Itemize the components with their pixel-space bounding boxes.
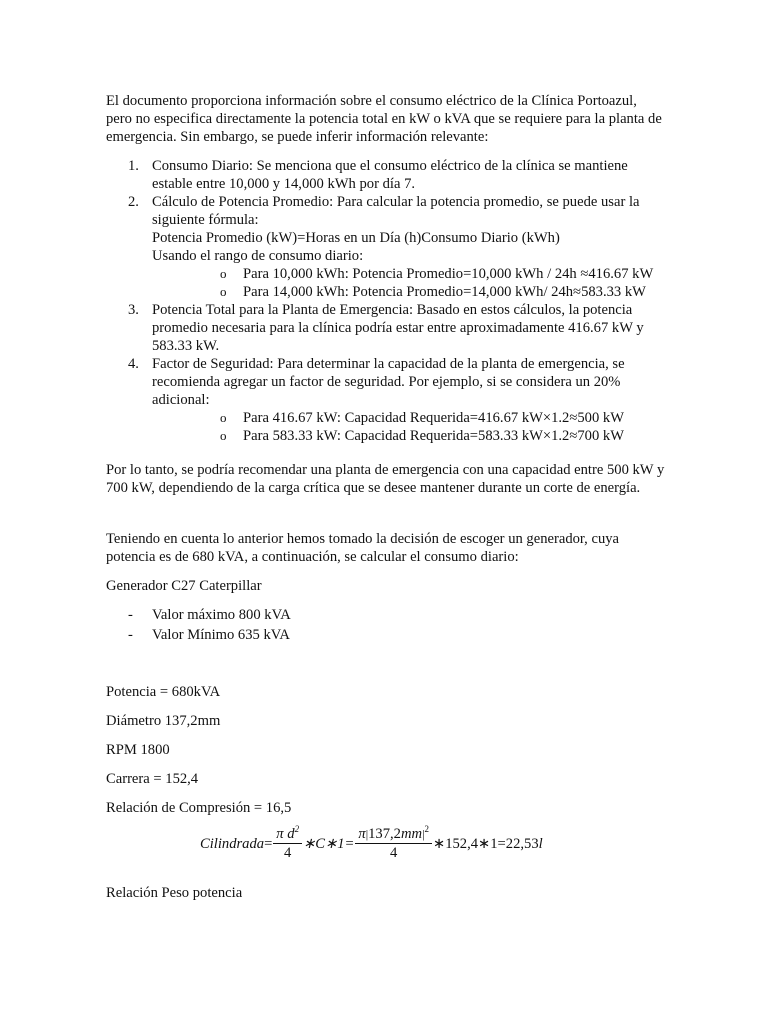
formula-middle: ∗C∗1= (303, 835, 355, 852)
sub-list-text: Para 416.67 kW: Capacidad Requerida=416.67 kW×1.2≈500 kW (243, 410, 624, 426)
bullet-icon: o (220, 266, 227, 281)
spec-text: Valor Mínimo 635 kVA (152, 627, 290, 643)
sub-list (152, 409, 666, 445)
decision-paragraph: Teniendo en cuenta lo anterior hemos tomado la decisión de escoger un generador, cuya potencia es de 680 kVA, a continuación, se calcular el consumo diario: (106, 531, 620, 565)
param-diametro: Diámetro 137,2mm (106, 713, 221, 729)
sub-list-item (152, 283, 666, 301)
sub-list-item (152, 265, 666, 283)
list-item-text: Potencia Total para la Planta de Emergencia: Basado en estos cálculos, la potencia promedio necesaria para la clínica podría estar entre aproximadamente 416.67 kW y 583.33 kW. (152, 302, 644, 354)
spec-item (106, 606, 666, 624)
param-compresion: Relación de Compresión = 16,5 (106, 800, 292, 816)
list-number: 4. (128, 356, 139, 372)
formula-text: Potencia Promedio (kW)=Horas en un Día (h)Consumo Diario (kWh) (152, 230, 560, 246)
list-item-text: Factor de Seguridad: Para determinar la capacidad de la planta de emergencia, se recomienda agregar un factor de seguridad. Por ejemplo, si se considera un 20% adicional: (152, 356, 625, 408)
steps-list (106, 157, 666, 445)
generator-specs-list (106, 606, 666, 644)
sub-list-item (152, 427, 666, 445)
sub-list-item (152, 409, 666, 427)
list-item (106, 301, 666, 355)
bullet-icon: o (220, 410, 227, 425)
bullet-icon: o (220, 284, 227, 299)
sub-list-text: Para 583.33 kW: Capacidad Requerida=583.33 kW×1.2≈700 kW (243, 428, 624, 444)
list-item (106, 157, 666, 193)
intro-paragraph: El documento proporciona información sobre el consumo eléctrico de la Clínica Portoazul, pero no especifica directamente la potencia total en kW o kVA que se requiere para la planta de emergencia. Sin embargo, se puede inferir información relevante: (106, 93, 662, 145)
document-page (106, 92, 666, 902)
generator-heading: Generador C27 Caterpillar (106, 578, 262, 594)
formula-equals: = (264, 835, 273, 852)
sub-list-text: Para 10,000 kWh: Potencia Promedio=10,000 kWh / 24h ≈416.67 kW (243, 266, 654, 282)
dash-marker: - (128, 607, 133, 623)
formula-fraction-1 (273, 825, 302, 862)
weight-power-heading: Relación Peso potencia (106, 885, 243, 901)
list-item (106, 193, 666, 301)
formula-fraction-2 (355, 825, 432, 862)
list-item-text: Consumo Diario: Se menciona que el consumo eléctrico de la clínica se mantiene estable entre 10,000 y 14,000 kWh por día 7. (152, 158, 628, 192)
list-number: 3. (128, 302, 139, 318)
param-carrera: Carrera = 152,4 (106, 771, 199, 787)
sub-list-text: Para 14,000 kWh: Potencia Promedio=14,000 kWh/ 24h≈583.33 kW (243, 284, 646, 300)
fraction-denominator: 4 (284, 845, 292, 861)
bullet-icon: o (220, 428, 227, 443)
spec-text: Valor máximo 800 kVA (152, 607, 291, 623)
param-rpm: RPM 1800 (106, 742, 170, 758)
list-number: 1. (128, 158, 139, 174)
formula-unit: l (538, 835, 543, 852)
formula-tail: ∗152,4∗1=22,53 (432, 835, 539, 852)
formula-expression (200, 825, 543, 862)
fraction-denominator: 4 (390, 845, 398, 861)
list-number: 2. (128, 194, 139, 210)
fraction-numerator: $\pi|137,2mm|^2$ (355, 825, 432, 844)
fraction-numerator: π $d^2$ (273, 825, 302, 844)
dash-marker: - (128, 627, 133, 643)
cilindrada-formula (106, 825, 666, 871)
formula-lhs: Cilindrada (200, 835, 265, 852)
sub-list (152, 265, 666, 301)
list-item (106, 355, 666, 445)
list-item-text: Usando el rango de consumo diario: (152, 248, 364, 264)
conclusion-paragraph: Por lo tanto, se podría recomendar una planta de emergencia con una capacidad entre 500 kW y 700 kW, dependiendo de la carga crítica que se desee mantener durante un corte de energía. (106, 462, 665, 496)
param-potencia: Potencia = 680kVA (106, 684, 221, 700)
spec-item (106, 626, 666, 644)
list-item-text: Cálculo de Potencia Promedio: Para calcular la potencia promedio, se puede usar la siguiente fórmula: (152, 194, 640, 228)
